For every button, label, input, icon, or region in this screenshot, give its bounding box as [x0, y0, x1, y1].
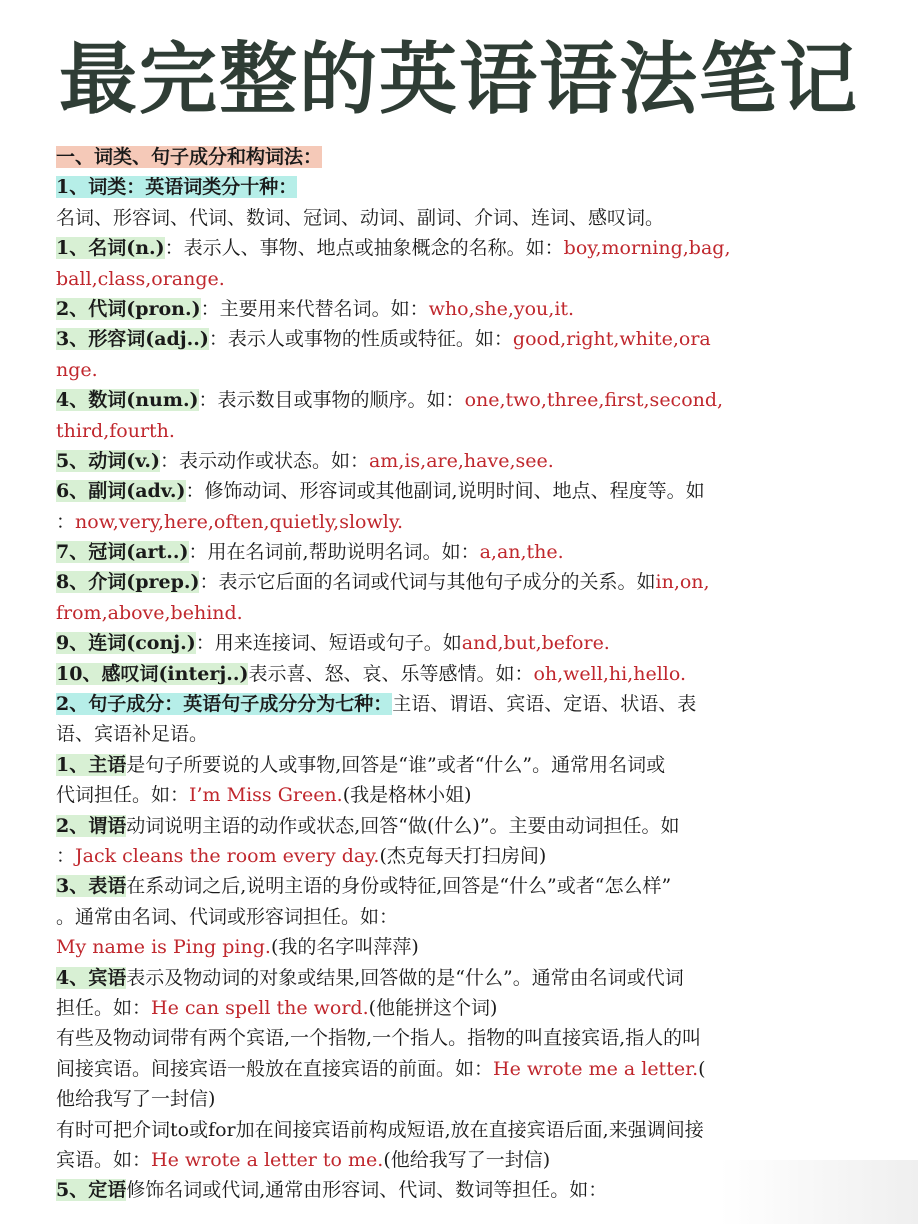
english-example: 2、代词(pron.)	[56, 297, 201, 320]
line-text: (	[698, 1057, 706, 1080]
line-text: ：	[56, 510, 76, 533]
english-example: 8、介词(prep.)	[56, 571, 200, 594]
highlighted-heading: 2、句子成分：英语句子成分分为七种：	[56, 693, 393, 716]
english-example: He wrote me a letter.	[493, 1057, 699, 1080]
watermark-overlay	[720, 1160, 918, 1224]
line-text: (他给我写了一封信)	[383, 1148, 551, 1171]
note-line	[56, 841, 862, 871]
line-text: 表示及物动词的对象或结果,回答做的是“什么”。通常由名词或代词	[126, 966, 684, 989]
line-text: 语、宾语补足语。	[56, 723, 209, 746]
line-text: 动词说明主语的动作或状态,回答“做(什么)”。主要由动词担任。如	[126, 814, 680, 837]
english-example: 2、谓语	[56, 814, 127, 837]
english-example: 9、连词(conj.)	[56, 632, 196, 655]
note-line	[56, 628, 862, 658]
line-text: 修饰名词或代词,通常由形容词、代词、数词等担任。如：	[126, 1179, 608, 1202]
note-line	[56, 963, 862, 993]
note-line	[56, 567, 862, 597]
english-example: 1、主语	[56, 753, 127, 776]
english-example: and,but,before.	[461, 632, 610, 655]
note-line	[56, 932, 862, 962]
note-line	[56, 203, 862, 233]
line-text: ：用在名词前,帮助说明名词。如：	[188, 541, 480, 564]
english-example: My name is Ping ping.	[56, 936, 271, 959]
line-text: (我的名字叫萍萍)	[270, 936, 419, 959]
english-example: now,very,here,often,quietly,slowly.	[75, 510, 404, 533]
note-line	[56, 172, 862, 202]
line-text: 代词担任。如：	[56, 784, 190, 807]
line-text: 。通常由名词、代词或形容词担任。如：	[56, 905, 399, 928]
note-line	[56, 142, 862, 172]
english-example: He wrote a letter to me.	[151, 1148, 384, 1171]
line-text: (杰克每天打扫房间)	[379, 844, 547, 867]
note-line	[56, 476, 862, 506]
line-text: 宾语。如：	[56, 1148, 152, 1171]
note-line	[56, 233, 862, 263]
line-text: 担任。如：	[56, 996, 152, 1019]
english-example: 4、数词(num.)	[56, 389, 199, 412]
highlighted-heading: 一、词类、句子成分和构词法：	[56, 146, 323, 168]
note-line	[56, 598, 862, 628]
english-example: from,above,behind.	[56, 601, 243, 624]
english-example: am,is,are,have,see.	[368, 449, 554, 472]
english-example: 3、形容词(adj..)	[56, 328, 209, 351]
note-line	[56, 294, 862, 324]
english-example: 7、冠词(art..)	[56, 541, 189, 564]
line-text: ：修饰动词、形容词或其他副词,说明时间、地点、程度等。如	[185, 480, 705, 503]
note-line	[56, 780, 862, 810]
english-example: 10、感叹词(interj..)	[56, 662, 249, 685]
note-line	[56, 719, 862, 749]
note-line	[56, 902, 862, 932]
line-text: 名词、形容词、代词、数词、冠词、动词、副词、介词、连词、感叹词。	[56, 206, 665, 229]
english-example: oh,well,hi,hello.	[533, 662, 687, 685]
note-line	[56, 993, 862, 1023]
english-example: I’m Miss Green.	[189, 784, 343, 807]
line-text: ：表示人或事物的性质或特征。如：	[208, 328, 513, 351]
english-example: 4、宾语	[56, 966, 127, 989]
line-text: 间接宾语。间接宾语一般放在直接宾语的前面。如：	[56, 1057, 494, 1080]
note-line	[56, 659, 862, 689]
english-example: 5、定语	[56, 1179, 127, 1202]
line-text: ：主要用来代替名词。如：	[200, 297, 429, 320]
line-text: 有些及物动词带有两个宾语,一个指物,一个指人。指物的叫直接宾语,指人的叫	[56, 1027, 702, 1050]
english-example: one,two,three,first,second,	[464, 389, 724, 412]
line-text: 有时可把介词to或for加在间接宾语前构成短语,放在直接宾语后面,来强调间接	[56, 1118, 704, 1141]
note-line	[56, 750, 862, 780]
line-text: 主语、谓语、宾语、定语、状语、表	[392, 693, 697, 716]
note-line	[56, 871, 862, 901]
note-line	[56, 416, 862, 446]
line-text: 表示喜、怒、哀、乐等感情。如：	[248, 662, 534, 685]
highlighted-heading: 1、词类：英语词类分十种：	[56, 176, 298, 199]
note-line	[56, 1054, 862, 1084]
note-line	[56, 446, 862, 476]
note-content	[56, 142, 862, 1206]
note-line	[56, 264, 862, 294]
english-example: a,an,the.	[479, 541, 564, 564]
english-example: in,on,	[655, 571, 710, 594]
english-example: 5、动词(v.)	[56, 449, 160, 472]
line-text: (我是格林小姐)	[342, 784, 472, 807]
note-line	[56, 1115, 862, 1145]
note-line	[56, 811, 862, 841]
note-line	[56, 1023, 862, 1053]
english-example: 1、名词(n.)	[56, 237, 165, 260]
english-example: 3、表语	[56, 875, 127, 898]
line-text: ：表示人、事物、地点或抽象概念的名称。如：	[164, 237, 564, 260]
line-text: ：表示它后面的名词或代词与其他句子成分的关系。如	[199, 571, 656, 594]
note-line	[56, 507, 862, 537]
english-example: Jack cleans the room every day.	[75, 844, 380, 867]
english-example: nge.	[56, 358, 98, 381]
note-line	[56, 324, 862, 354]
english-example: 6、副词(adv.)	[56, 480, 186, 503]
line-text: ：表示动作或状态。如：	[159, 449, 369, 472]
note-line	[56, 385, 862, 415]
note-line	[56, 355, 862, 385]
english-example: third,fourth.	[56, 419, 175, 442]
note-line	[56, 689, 862, 719]
english-example: He can spell the word.	[151, 996, 369, 1019]
note-line	[56, 1084, 862, 1114]
english-example: who,she,you,it.	[428, 297, 575, 320]
line-text: 是句子所要说的人或事物,回答是“谁”或者“什么”。通常用名词或	[126, 753, 666, 776]
english-example: good,right,white,ora	[512, 328, 711, 351]
english-example: ball,class,orange.	[56, 267, 225, 290]
line-text: (他能拼这个词)	[368, 996, 498, 1019]
line-text: ：	[56, 844, 76, 867]
line-text: ：表示数目或事物的顺序。如：	[198, 389, 465, 412]
english-example: boy,morning,bag,	[563, 237, 731, 260]
line-text: 在系动词之后,说明主语的身份或特征,回答是“什么”或者“怎么样”	[126, 875, 672, 898]
line-text: ：用来连接词、短语或句子。如	[195, 632, 462, 655]
line-text: 他给我写了一封信)	[56, 1088, 216, 1111]
note-line	[56, 537, 862, 567]
page-title: 最完整的英语语法笔记	[58, 35, 859, 125]
